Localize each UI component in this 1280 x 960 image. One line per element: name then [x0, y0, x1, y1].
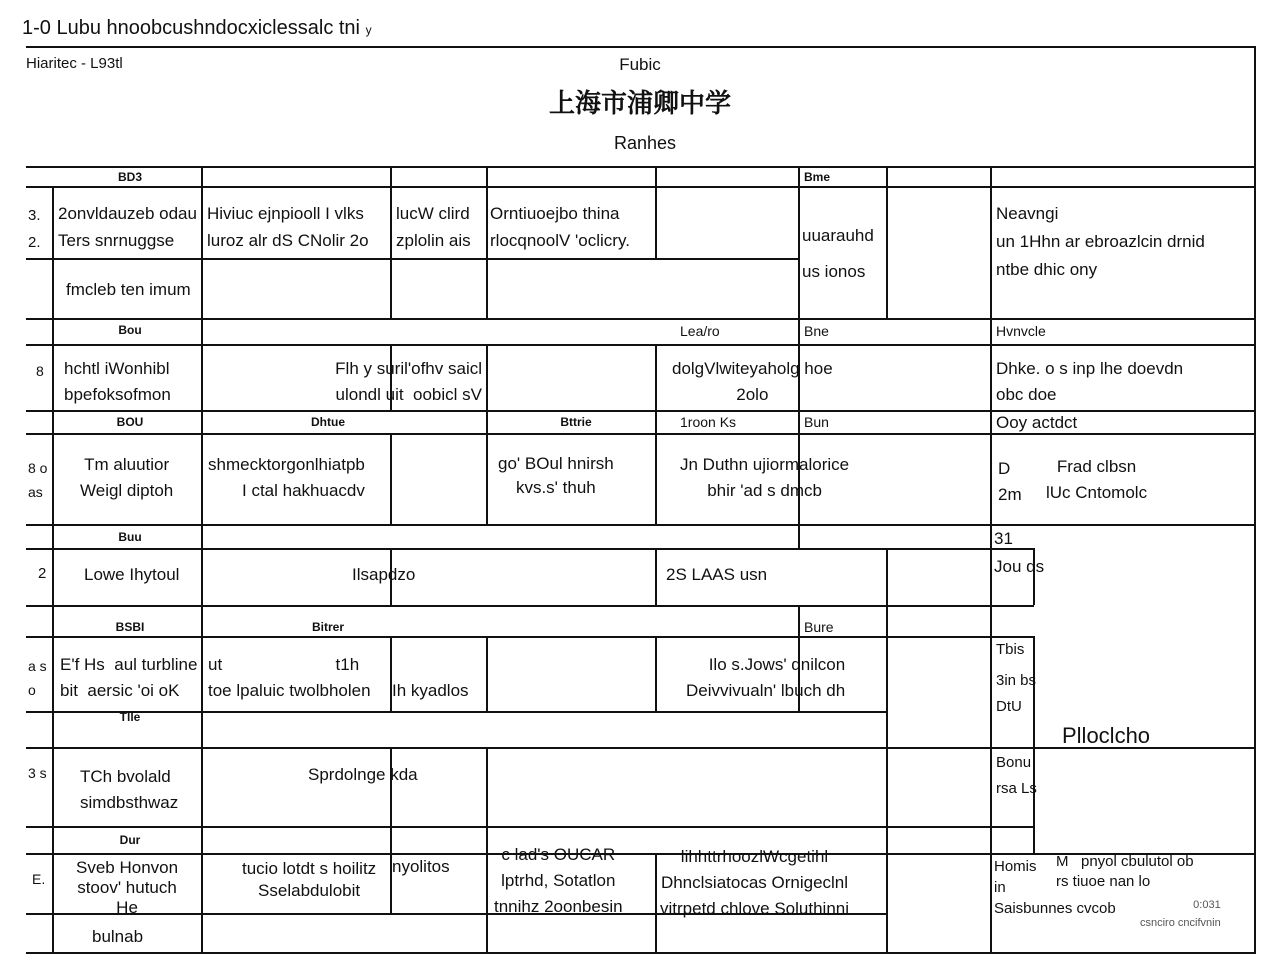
- rule: [26, 433, 1256, 435]
- col-rule: [486, 636, 488, 711]
- rule: [26, 605, 1034, 607]
- col-rule: [655, 636, 657, 711]
- row7-cell-3: Bonu rsa Ls: [996, 754, 1037, 797]
- row3-cell-5a: D 2m: [998, 459, 1022, 504]
- page-title: 上海市浦卿中学: [548, 89, 732, 118]
- row6-header-1: Tlle: [119, 710, 141, 724]
- row6-big-label: Plloclcho: [1062, 723, 1151, 748]
- document-id: Hiaritec - L93tl: [26, 55, 123, 72]
- col-rule: [486, 747, 488, 952]
- rule: [26, 344, 1256, 346]
- row2-cell-2: Flh y suril'ofhv saicl ulondl uit oobicl sV: [335, 359, 482, 404]
- row3-cell-1: Tm aluutior Weigl diptoh: [80, 455, 174, 500]
- rule: [26, 711, 886, 713]
- row1-cell-1: 2onvldauzeb odau Ters snrnuggse: [58, 204, 197, 250]
- row2-cell-3: dolgVlwiteyaholg hoe 2olo: [672, 359, 833, 404]
- col-rule: [886, 166, 888, 318]
- col-rule: [655, 344, 657, 524]
- row5-cell-4: Ilo s.Jows' dnilcon Deivvivualn' lbuch dh: [686, 655, 846, 700]
- row1-header-left: BD3: [117, 170, 143, 184]
- row8-cell-5: Homis in Saisbunnes cvcob: [994, 858, 1116, 917]
- row3-header-6: Ooy actdct: [996, 413, 1078, 432]
- col-rule: [886, 548, 888, 605]
- rule: [26, 258, 798, 260]
- row5-cell-1: E'f Hs aul turbline bit aersic 'oi oK: [60, 655, 198, 700]
- rule: [26, 524, 1256, 526]
- col-rule: [798, 524, 800, 548]
- rule: [26, 186, 1256, 188]
- row4-cell-2: Ilsapdzo: [352, 565, 416, 584]
- row5-header-4: Tbis: [996, 641, 1025, 658]
- row2-cell-4: Dhke. o s inp lhe doevdn obc doe: [996, 359, 1184, 404]
- row3-header-5: Bun: [804, 414, 829, 430]
- row8-cell-3: c lad's OUCAR lptrhd, Sotatlon tnnihz 2oonbesin: [494, 845, 623, 916]
- row3-cell-4: Jn Duthn ujiormalorice bhir 'ad s dmcb: [680, 455, 850, 500]
- row5-number: a s o: [28, 658, 47, 698]
- rule: [26, 826, 1034, 828]
- row1-cell-6: uuarauhd us ionos: [802, 226, 874, 281]
- col-rule: [390, 166, 392, 318]
- row3-number: 8 o as: [28, 460, 48, 500]
- row5-cell-5: 3in bs DtU: [996, 672, 1037, 715]
- col-rule: [390, 433, 392, 524]
- col-rule: [655, 853, 657, 952]
- row8-cell-2: tucio lotdt s hoilitz Sselabdulobit: [242, 859, 377, 900]
- frame-right: [1254, 46, 1256, 954]
- rule: [26, 410, 1256, 412]
- col-rule: [486, 344, 488, 410]
- col-rule: [655, 166, 657, 258]
- row3-header-1: BOU: [116, 415, 144, 429]
- col-rule: [52, 186, 54, 952]
- row4-cell-3: 2S LAAS usn: [666, 565, 768, 584]
- row3-cell-5b: Frad clbsn lUc Cntomolc: [1046, 457, 1148, 502]
- row4-header-2: 31: [994, 529, 1013, 548]
- row4-number: 2: [38, 565, 47, 582]
- row1-cell-4: Orntiuoejbo thina rlocqnoolV 'oclicry.: [490, 204, 630, 250]
- col-rule: [886, 605, 888, 952]
- frame-top: [26, 46, 1256, 48]
- rule: [26, 636, 1034, 638]
- row2-number: 8: [36, 363, 44, 379]
- row3-header-3: Bttrie: [560, 415, 592, 429]
- row4-cell-1: Lowe Ihytoul: [84, 565, 180, 584]
- row3-header-2: Dhtue: [311, 415, 345, 429]
- row1-number: 3. 2.: [28, 207, 41, 251]
- col-rule: [990, 166, 992, 952]
- col-rule: [486, 166, 488, 318]
- row8-header-1: Dur: [119, 833, 141, 847]
- row8-cell-2b: nyolitos: [392, 857, 450, 876]
- row5-cell-2: ut t1h toe lpaluic twolbholen: [208, 655, 371, 700]
- row1-cell-2: Hiviuc ejnpiooll I vlks luroz alr dS CNolir 2o: [207, 204, 369, 250]
- stamp-text: 0:031 csnciro cncifvnin: [1140, 899, 1221, 929]
- page-subtitle: Ranhes: [613, 133, 677, 153]
- row5-header-2: Bitrer: [311, 620, 345, 634]
- row2-cell-1: hchtl iWonhibl bpefoksofmon: [64, 359, 171, 404]
- col-rule: [201, 166, 203, 952]
- row7-cell-1: TCh bvolald simdbsthwaz: [80, 767, 179, 812]
- header-line: 1-0 Lubu hnoobcushndocxiclessalc tni y: [22, 17, 372, 39]
- col-rule: [655, 548, 657, 605]
- row5-header-1: BSBI: [115, 620, 145, 634]
- row1-header-right: Bme: [804, 170, 831, 184]
- row5-header-3: Bure: [804, 619, 834, 635]
- row3-cell-2: shmecktorgonlhiatpb I ctal hakhuacdv: [208, 455, 365, 500]
- row1-sub-cell: fmcleb ten imum: [66, 280, 191, 299]
- row5-cell-3: Ih kyadlos: [392, 681, 469, 700]
- row2-header-right: Hvnvcle: [996, 323, 1046, 339]
- rule: [26, 318, 1256, 320]
- row1-cell-3: lucW clird zplolin ais: [396, 204, 471, 250]
- row8-cell-5b: M pnyol cbulutol ob rs tiuoe nan lo: [1056, 853, 1194, 890]
- row8-cell-4: lihhttrhoozlWcgetihl Dhnclsiatocas Ornigeclnl vitrpetd chlove Soluthinni: [660, 847, 850, 918]
- row4-header-1: Buu: [118, 530, 142, 544]
- row4-cell-4: Jou ds: [994, 557, 1045, 576]
- row2-header-bne: Bne: [804, 323, 829, 339]
- row2-header-mid: Lea/ro: [680, 323, 720, 339]
- row3-header-4: 1roon Ks: [680, 414, 737, 430]
- row3-cell-3: go' BOul hnirsh kvs.s' thuh: [498, 454, 614, 497]
- row2-header-left: Bou: [118, 323, 142, 337]
- col-rule: [486, 410, 488, 524]
- frame-bottom: [26, 952, 1256, 954]
- row7-number: 3 s: [28, 765, 47, 781]
- row8-cell-1: Sveb Honvon stoov' hutuch He: [76, 858, 179, 917]
- row1-cell-8: Neavngi un 1Hhn ar ebroazlcin drnid ntbe dhic ony: [996, 204, 1205, 279]
- row8-number: E.: [32, 871, 46, 887]
- rule: [26, 166, 1256, 168]
- row8-footer: bulnab: [92, 927, 144, 946]
- rule: [26, 548, 1034, 550]
- row7-cell-2: Sprdolnge kda: [308, 765, 418, 784]
- top-small-label: Fubic: [619, 55, 661, 74]
